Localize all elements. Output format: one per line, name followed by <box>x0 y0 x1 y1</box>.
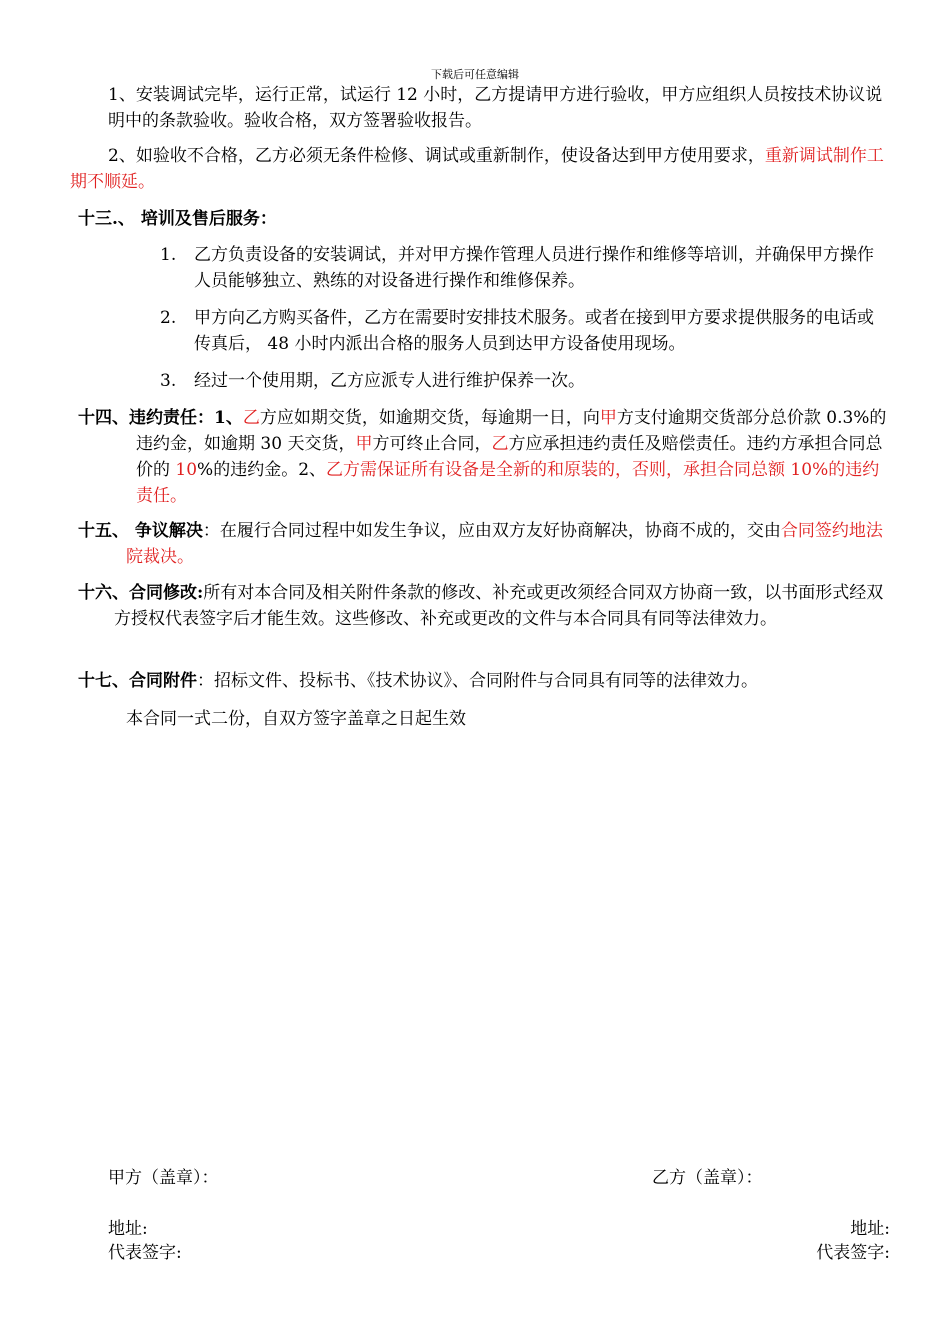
section-14-text-6: 方可终止合同， <box>372 434 492 454</box>
party-a-representative-label: 代表签字: <box>108 1243 182 1263</box>
section-14-text-8: 方应承担违约责任及赔偿责任。违约方承担合同总价的 <box>136 434 883 480</box>
section-13-item-1-text: 乙方负责设备的安装调试，并对甲方操作管理人员进行操作和维修等培训，并确保甲方操作人员能够独立、熟练的对设备进行操作和维修保养。 <box>194 245 874 291</box>
acceptance-clause-2-highlight: 重新调试制作工期不顺延。 <box>70 146 884 192</box>
section-16 <box>78 580 888 632</box>
section-13-item-2-text: 甲方向乙方购买备件，乙方在需要时安排技术服务。或者在接到甲方要求提供服务的电话或传真后， 48 小时内派出合格的服务人员到达甲方设备使用现场。 <box>194 308 874 354</box>
party-b-representative-label: 代表签字: <box>816 1243 890 1263</box>
section-15-heading: 十五、 争议解决 <box>78 521 203 541</box>
section-14-text-11: 乙方需保证所有设备是全新的和原装的，否则，承担合同总额 10%的违约责任。 <box>136 460 880 506</box>
section-13-item-2-number: 2. <box>160 308 177 328</box>
party-a-seal-label: 甲方（盖章）： <box>108 1168 219 1188</box>
section-14-heading: 十四、违约责任：1、 <box>78 408 243 428</box>
acceptance-clause-1 <box>108 82 888 134</box>
party-b-seal-label: 乙方（盖章）： <box>652 1168 763 1188</box>
section-14-text-2: 方应如期交货，如逾期交货，每逾期一日，向 <box>259 408 600 428</box>
section-13-item-1-number: 1. <box>160 245 177 265</box>
acceptance-clause-2 <box>70 143 888 195</box>
acceptance-clause-2-text: 2、如验收不合格，乙方必须无条件检修、调试或重新制作，使设备达到甲方使用要求， <box>108 146 765 166</box>
section-14 <box>78 405 888 509</box>
section-14-text-3: 甲 <box>599 408 617 428</box>
section-17-text: ：招标文件、投标书、《技术协议》、合同附件与合同具有同等的法律效力。 <box>197 671 758 691</box>
section-13-item-3-text: 经过一个使用期，乙方应派专人进行维护保养一次。 <box>194 371 585 391</box>
acceptance-clause-1-text: 1、安装调试完毕，运行正常，试运行 12 小时，乙方提请甲方进行验收，甲方应组织人员按技术协议说明中的条款验收。验收合格，双方签署验收报告。 <box>108 85 883 131</box>
section-13-heading: 十三.、 培训及售后服务： <box>78 209 277 229</box>
section-15-highlight: 合同签约地法院裁决。 <box>126 521 883 567</box>
section-14-text-7: 乙 <box>491 434 509 454</box>
section-14-text-5: 甲 <box>355 434 373 454</box>
section-15-text: ：在履行合同过程中如发生争议，应由双方友好协商解决，协商不成的，交由 <box>202 521 781 541</box>
section-13-item-1 <box>160 242 888 294</box>
section-13-item-3-number: 3. <box>160 371 177 391</box>
party-a-address-label: 地址: <box>108 1219 148 1239</box>
section-15 <box>78 518 888 570</box>
section-16-heading: 十六、合同修改: <box>78 583 204 603</box>
section-17-heading: 十七、合同附件 <box>78 671 197 691</box>
section-13-item-2 <box>160 305 888 357</box>
section-13-item-3 <box>160 368 888 394</box>
section-16-text: 所有对本合同及相关附件条款的修改、补充或更改须经合同双方协商一致，以书面形式经双方授权代表签字后才能生效。这些修改、补充或更改的文件与本合同具有同等法律效力。 <box>114 583 884 629</box>
section-14-text-1: 乙 <box>242 408 260 428</box>
section-17 <box>78 668 888 694</box>
section-14-text-10: %的违约金。2、 <box>197 460 327 480</box>
party-b-address-label: 地址: <box>850 1219 890 1239</box>
header-note: 下载后可任意编辑 <box>431 68 519 81</box>
section-14-text-4: 方支付逾期交货部分总价款 0.3%的违约金，如逾期 30 天交货， <box>136 408 887 454</box>
section-14-text-9: 10 <box>175 460 198 480</box>
closing-statement: 本合同一式二份，自双方签字盖章之日起生效 <box>126 709 466 729</box>
